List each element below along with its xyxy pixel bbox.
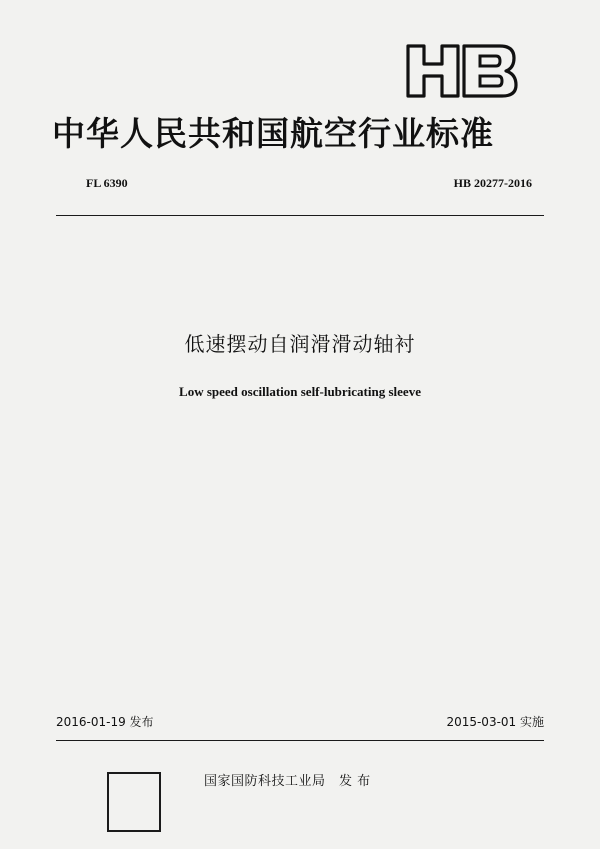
implementation-date: 2015-03-01 实施 bbox=[446, 715, 544, 729]
standard-number: HB 20277-2016 bbox=[453, 176, 532, 190]
top-divider bbox=[56, 215, 544, 216]
issuing-authority: 国家国防科技工业局 发 布 bbox=[204, 774, 371, 789]
document-title-en: Low speed oscillation self-lubricating sleeve bbox=[179, 384, 421, 399]
hb-logo bbox=[404, 40, 518, 100]
hb-logo-graphic bbox=[404, 40, 518, 100]
issue-date: 2016-01-19 发布 bbox=[56, 715, 154, 729]
stamp-box bbox=[107, 772, 161, 832]
industry-standard-title: 中华人民共和国航空行业标准 bbox=[52, 114, 494, 153]
bottom-divider bbox=[56, 740, 544, 741]
document-title-cn: 低速摆动自润滑滑动轴衬 bbox=[184, 332, 416, 356]
classification-code: FL 6390 bbox=[86, 176, 128, 190]
